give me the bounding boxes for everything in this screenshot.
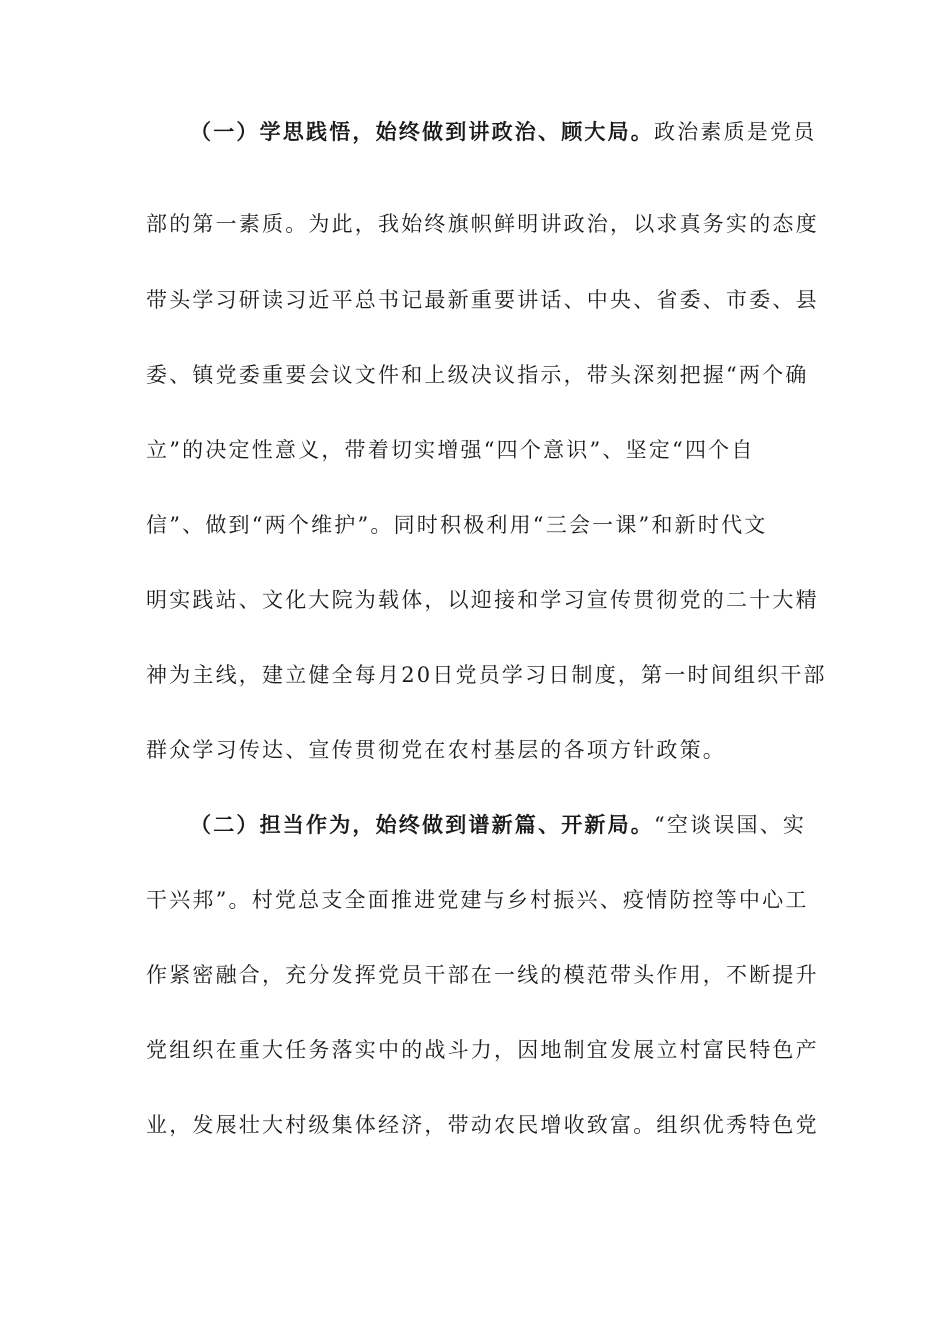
paragraph-1-line-3: 带头学习研读习近平总书记最新重要讲话、中央、省委、市委、县 (146, 288, 819, 312)
paragraph-1-line-1 (190, 112, 850, 152)
paragraph-2-heading: （二）担当作为，始终做到谱新篇、开新局。 (190, 813, 654, 837)
paragraph-1-line-7: 明实践站、文化大院为载体，以迎接和学习宣传贯彻党的二十大精 (146, 588, 819, 612)
paragraph-1-line-6: 信”、做到“两个维护”。同时积极利用“三会一课”和新时代文 (146, 513, 768, 537)
paragraph-1-text: 政治素质是党员 (654, 120, 817, 144)
paragraph-1-line-9: 群众学习传达、宣传贯彻党在农村基层的各项方针政策。 (146, 738, 726, 762)
paragraph-2-line-1 (190, 805, 850, 845)
paragraph-2-line-4: 党组织在重大任务落实中的战斗力，因地制宜发展立村富民特色产 (146, 1038, 819, 1062)
paragraph-2-text: “空谈误国、实 (654, 813, 807, 837)
paragraph-2-line-2: 干兴邦”。村党总支全面推进党建与乡村振兴、疫情防控等中心工 (146, 888, 809, 912)
paragraph-2-line-5: 业，发展壮大村级集体经济，带动农民增收致富。组织优秀特色党 (146, 1113, 819, 1137)
paragraph-1-line-5: 立”的决定性意义，带着切实增强“四个意识”、坚定“四个自 (146, 438, 755, 462)
paragraph-1-line-2: 部的第一素质。为此，我始终旗帜鲜明讲政治，以求真务实的态度 (146, 212, 819, 236)
paragraph-1-line-8: 神为主线，建立健全每月20日党员学习日制度，第一时间组织干部 (146, 663, 827, 687)
paragraph-1-line-4: 委、镇党委重要会议文件和上级决议指示，带头深刻把握“两个确 (146, 363, 809, 387)
paragraph-2-line-3: 作紧密融合，充分发挥党员干部在一线的模范带头作用，不断提升 (146, 963, 819, 987)
paragraph-1-heading: （一）学思践悟，始终做到讲政治、顾大局。 (190, 120, 654, 144)
